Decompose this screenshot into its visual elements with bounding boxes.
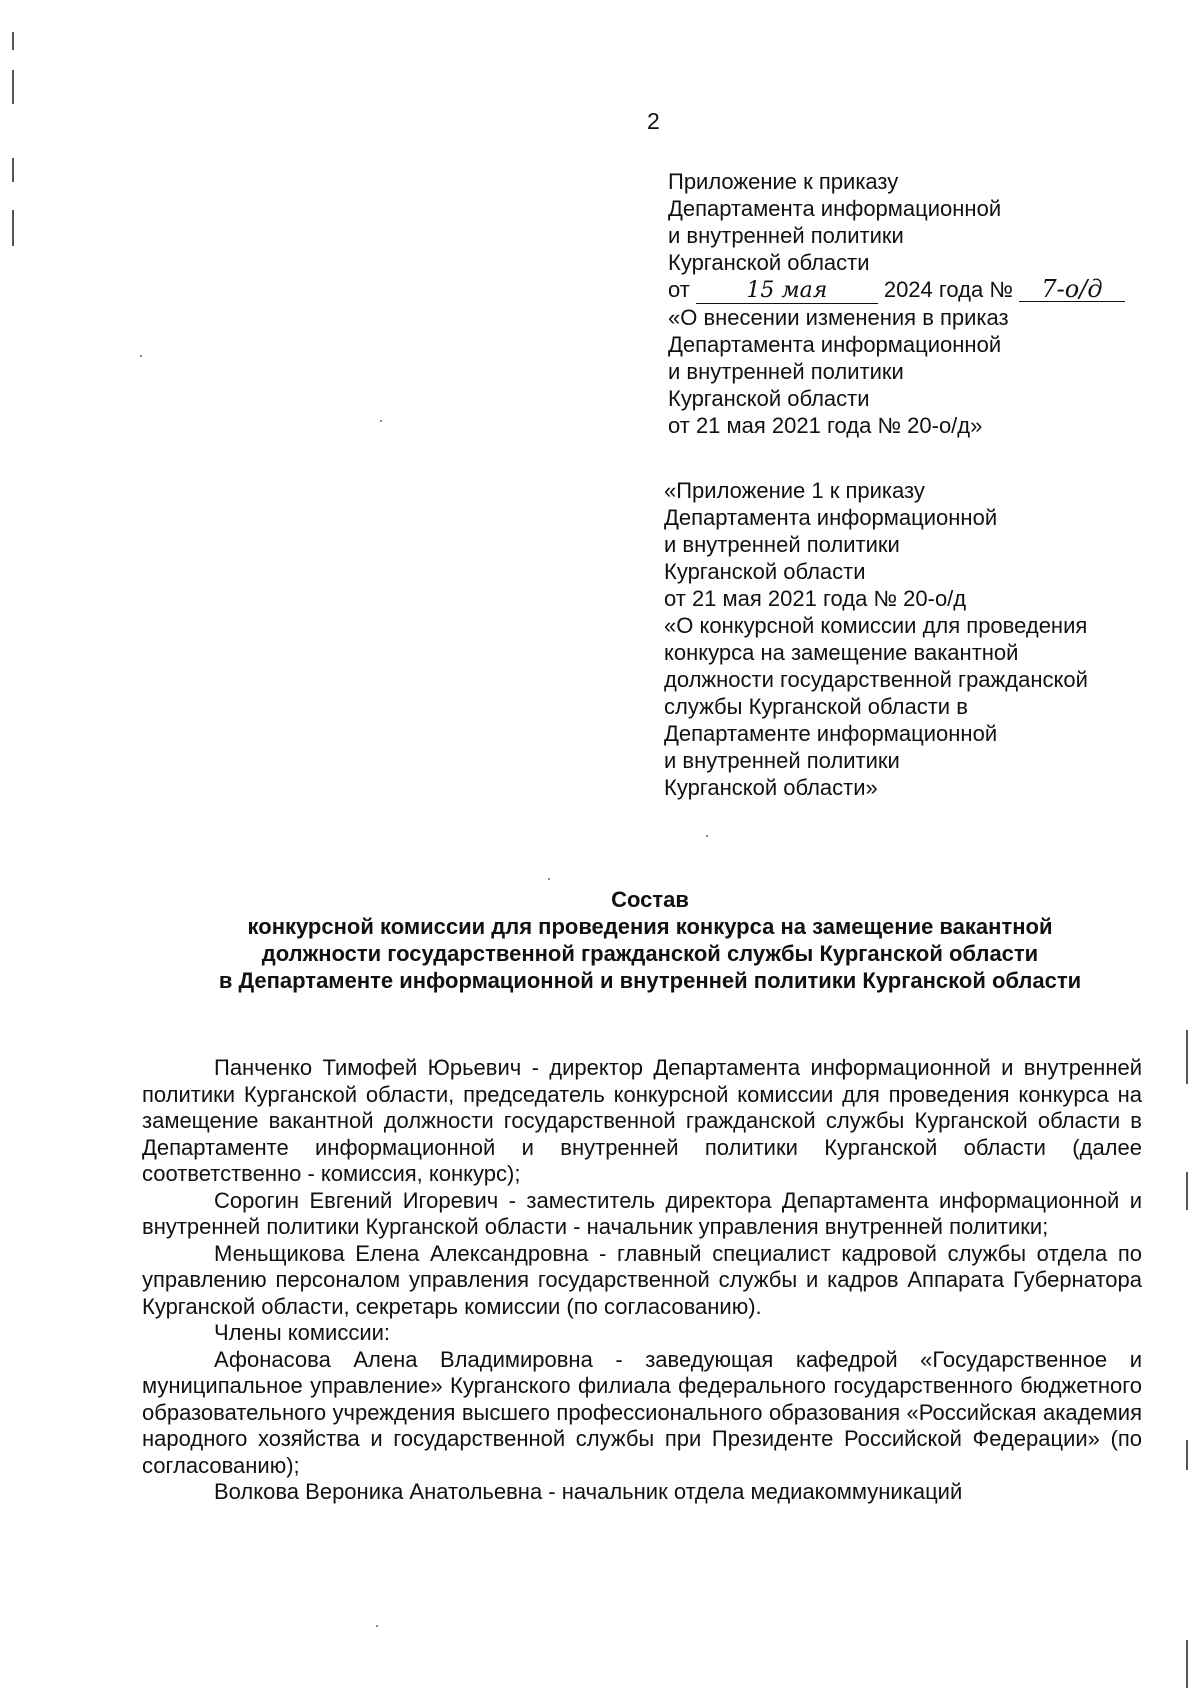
appendix-line: службы Курганской области в [664,694,968,719]
scan-speck [706,835,708,837]
handwritten-order-number: 7-о/д [1019,277,1125,302]
appendix-line: Департаменте информационной [664,721,998,746]
appendix-line: от 21 мая 2021 года № 20-о/д [664,586,967,611]
appendix-line: и внутренней политики [668,223,904,248]
scan-speck [376,1625,378,1627]
appendix-line: и внутренней политики [664,532,900,557]
appendix-line: и внутренней политики [664,748,900,773]
appendix-line: Курганской области [664,559,866,584]
appendix-line: Департамента информационной [668,332,1002,357]
title-heading: Состав [611,887,689,912]
appendix-header [668,168,1125,439]
appendix-line: «О внесении изменения в приказ [668,305,1009,330]
date-suffix: 2024 года № [883,277,1013,302]
member-paragraph: Афонасова Алена Владимировна - заведующая кафедрой «Государственное и муниципальное управление» Курганского филиала федерального государственного бюджетного образовательного учреждения высшего профессионального образования «Российская академия народного хозяйства и государственной службы при Президенте Российской Федерации» (по согласованию); [142,1346,1142,1478]
appendix-line: конкурса на замещение вакантной [664,640,1019,665]
handwritten-date: 15 мая [696,279,878,304]
scan-margin-mark [1186,1030,1188,1084]
appendix-line: Курганской области [668,250,870,275]
scan-margin-mark [1186,1440,1188,1470]
appendix-line: Департамента информационной [664,505,998,530]
appendix-line: Курганской области [668,386,870,411]
scan-speck [548,878,550,880]
member-paragraph: Сорогин Евгений Игоревич - заместитель директора Департамента информационной и внутренней политики Курганской области - начальник управления внутренней политики; [142,1187,1142,1239]
appendix-line: Курганской области» [664,775,878,800]
appendix-line: «Приложение 1 к приказу [664,478,925,503]
scan-margin-mark [1186,1172,1188,1210]
appendix-line: «О конкурсной комиссии для проведения [664,613,1088,638]
scan-speck [380,420,382,422]
appendix-line: Департамента информационной [668,196,1002,221]
page-number: 2 [647,108,660,134]
member-paragraph: Панченко Тимофей Юрьевич - директор Департамента информационной и внутренней политики Курганской области, председатель конкурсной комиссии для проведения конкурса на замещение вакантной должности государственной гражданской службы Курганской области в Департаменте информационной и внутренней политики Курганской области (далее соответственно - комиссия, конкурс); [142,1055,1142,1186]
members-subheading: Члены комиссии: [214,1320,391,1345]
member-paragraph: Волкова Вероника Анатольевна - начальник отдела медиакоммуникаций [214,1479,963,1504]
appendix-date-line [668,276,1125,304]
scan-margin-mark [12,158,14,182]
member-paragraph: Меньщикова Елена Александровна - главный специалист кадровой службы отдела по управлению персоналом управления государственной службы и кадров Аппарата Губернатора Курганской области, секретарь комиссии (по согласованию). [142,1240,1142,1319]
appendix-line: Приложение к приказу [668,169,899,194]
appendix-line: должности государственной гражданской [664,667,1088,692]
document-title [140,886,1160,994]
title-line: конкурсной комиссии для проведения конкурса на замещение вакантной [247,914,1053,939]
scan-margin-mark [12,32,14,50]
scan-speck [140,355,142,357]
original-appendix-header [664,477,1088,801]
title-line: должности государственной гражданской службы Курганской области [261,941,1039,966]
scan-margin-mark [1186,1640,1188,1688]
appendix-line: от 21 мая 2021 года № 20-о/д» [668,413,983,438]
title-line: в Департаменте информационной и внутренней политики Курганской области [218,968,1082,993]
appendix-line: и внутренней политики [668,359,904,384]
date-prefix: от [668,277,690,302]
commission-members [142,1055,1142,1506]
scan-margin-mark [12,70,14,104]
scan-margin-mark [12,210,14,246]
